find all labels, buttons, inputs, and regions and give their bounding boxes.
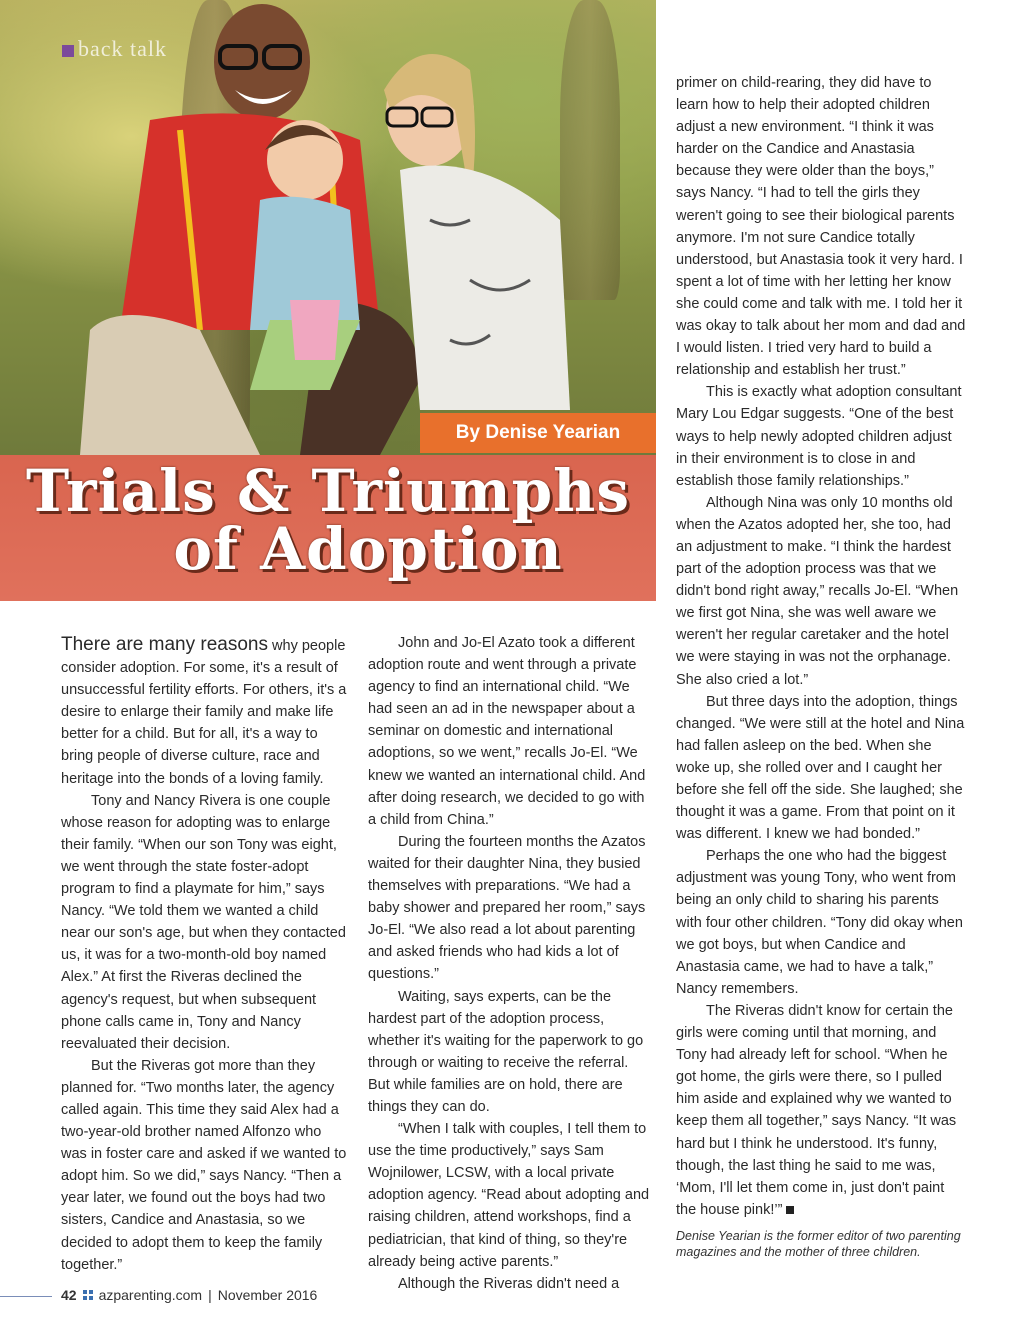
paragraph: This is exactly what adoption consultant Mary Lou Edgar suggests. “One of the best ways to help newly adopted children adjust in their environment is to close in and establish those family relationships.” <box>676 384 962 489</box>
family-illustration <box>0 0 656 455</box>
footer-rule <box>0 1296 52 1297</box>
paragraph: “When I talk with couples, I tell them to use the time productively,” says Sam Wojnilower, LCSW, with a local private adoption agency. “Read about adopting and raising children, attend workshops, find a pediatrician, that kind of thing, so they're already being active parents.” <box>368 1121 650 1270</box>
family-photo <box>0 0 656 455</box>
column-3 <box>676 72 966 1221</box>
column-1 <box>61 634 347 1276</box>
paragraph: John and Jo-El Azato took a different adoption route and went through a private agency to find an international child. “We had seen an ad in the newspaper about a seminar on domestic and international adoptions, so we went,” recalls Jo-El. “We knew we wanted an international child. And after doing research, we decided to go with a child from China.” <box>368 635 646 828</box>
section-label-text: back talk <box>78 36 168 61</box>
footer-separator: | <box>208 1287 212 1303</box>
byline: By Denise Yearian <box>420 413 656 453</box>
footer-date: November 2016 <box>217 1287 318 1303</box>
paragraph: Although the Riveras didn't need a <box>398 1275 620 1292</box>
section-square-icon <box>62 45 74 57</box>
dots-icon <box>83 1290 93 1300</box>
paragraph: primer on child-rearing, they did have to learn how to help their adopted children adjust a new environment. “I think it was harder on the Candice and Anastasia because they were older than the boys,” says Nancy. “I had to tell the girls they weren't going to see their biological parents anymore. I'm not sure Candice totally understood, but Anastasia took it very hard. I spent a lot of time with her letting her know she could come and talk with me. I told her it was okay to talk about her mom and dad and I would listen. I tried very hard to build a relationship and establish her trust.” <box>676 75 966 379</box>
paragraph: Waiting, says experts, can be the hardest part of the adoption process, whether it's waiting for the paperwork to go through or waiting to receive the referral. But while families are on hold, there are things they can do. <box>368 988 644 1115</box>
paragraph: Although Nina was only 10 months old when the Azatos adopted her, she too, had an adjustment to make. “I think the hardest part of the adoption process was that we didn't bond right away,” recalls Jo-El. “When we first got Nina, she was well aware we weren't her regular caretaker and the hotel we were staying in was not the orphanage. She also cried a lot.” <box>676 494 959 688</box>
section-label <box>62 36 167 62</box>
page-footer <box>61 1287 317 1303</box>
article-title <box>0 457 656 583</box>
paragraph <box>61 634 347 790</box>
paragraph: Tony and Nancy Rivera is one couple whose reason for adopting was to enlarge their family. “When our son Tony was eight, we went through the state foster-adopt program to find a playmate for him,” says Nancy. “We told them we wanted a child near our son's age, but when they contacted us, it was for a two-month-old boy named Alex.” At first the Riveras declined the agency's request, but when subsequent phone calls came in, Tony and Nancy reevaluated their decision. <box>61 792 346 1052</box>
end-mark-icon <box>786 1206 794 1214</box>
column-2 <box>368 632 653 1295</box>
footer-site: azparenting.com <box>98 1287 203 1303</box>
author-bio: Denise Yearian is the former editor of two parenting magazines and the mother of three children. <box>676 1229 961 1259</box>
paragraph-text: why people consider adoption. For some, it's a result of unsuccessful fertility efforts. For others, it's a desire to enlarge their family and make life better for a child. But for all, it's a way to bring people of diverse culture, race and heritage into the bonds of a loving family. <box>61 638 347 787</box>
paragraph-text: The Riveras didn't know for certain the girls were coming until that morning, and Tony had already left for school. “When he got home, the girls were there, so I pulled him aside and explained why we wanted to keep them all together,” says Nancy. “It was hard but I think he understood. It's funny, though, the last thing he said to me was, ‘Mom, I'll let them come in, just don't paint the house pink!’” <box>676 1002 957 1218</box>
title-line-2: of Adoption <box>173 515 563 583</box>
lead-in: There are many reasons <box>61 634 268 655</box>
paragraph: But three days into the adoption, things changed. “We were still at the hotel and Nina had fallen asleep on the bed. When she woke up, she rolled over and I caught her before she fell off the side. She laughed; she thought it was a game. From that point on it was different. I knew we had bonded.” <box>676 693 965 843</box>
paragraph: But the Riveras got more than they planned for. “Two months later, the agency called again. This time they said Alex had a two-year-old brother named Alfonzo who was in foster care and asked if we wanted to adopt him. So we did,” says Nancy. “Then a year later, we found out the boys had two sisters, Candice and Anastasia, so we decided to adopt them to keep the family together.” <box>61 1057 347 1273</box>
paragraph <box>676 1000 966 1221</box>
page-number: 42 <box>61 1287 77 1303</box>
paragraph: During the fourteen months the Azatos waited for their daughter Nina, they busied themselves with preparations. “We had a baby shower and prepared her room,” says Jo-El. “We also read a lot about parenting and asked friends who had kids a lot of questions.” <box>368 833 646 983</box>
paragraph: Perhaps the one who had the biggest adjustment was young Tony, who went from being an only child to sharing his parents with four other children. “Tony did okay when we got boys, but when Candice and Anastasia came, we had to have a talk,” Nancy remembers. <box>676 848 963 997</box>
title-line-1: Trials & Triumphs <box>26 457 630 525</box>
